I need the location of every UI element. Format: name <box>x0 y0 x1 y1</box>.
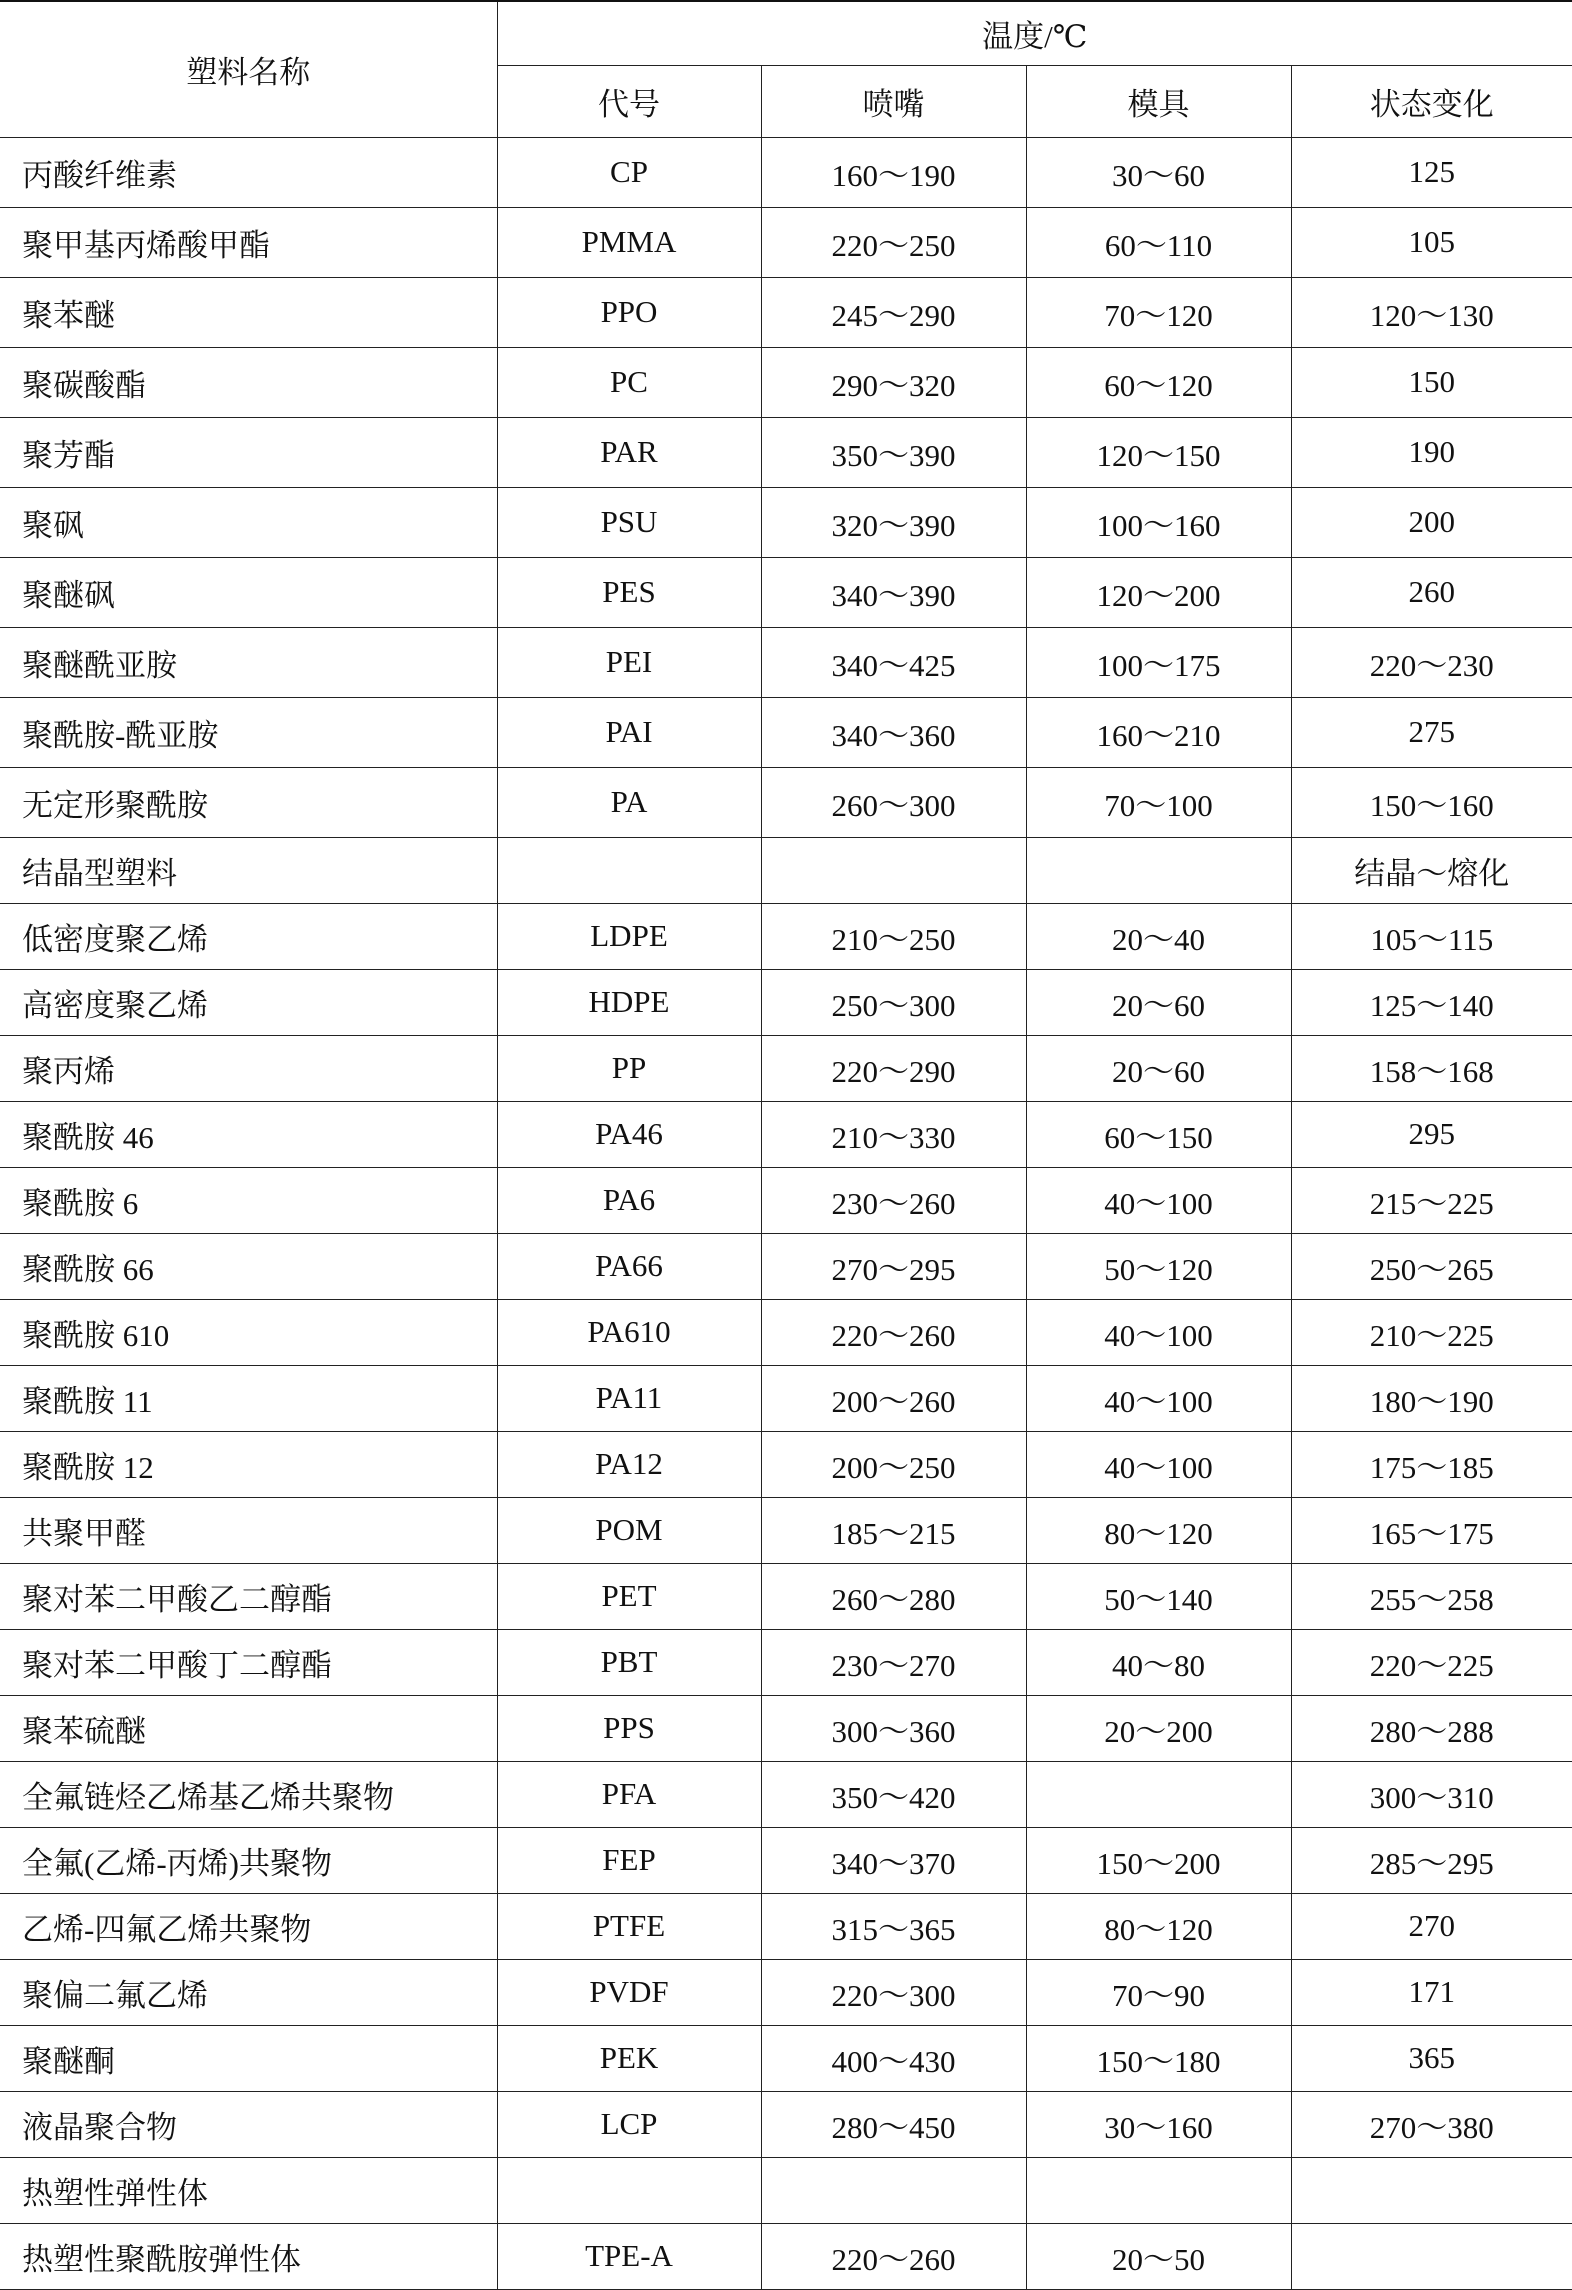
cell-mold-temp: 100～160 <box>1026 487 1291 557</box>
cell-code: PAR <box>497 417 761 487</box>
cell-code: PTFE <box>497 1893 761 1959</box>
cell-name: 聚酰胺 11 <box>0 1365 497 1431</box>
table-row <box>0 557 1572 627</box>
header-code: 代号 <box>497 65 761 137</box>
cell-code: FEP <box>497 1827 761 1893</box>
table-body <box>0 137 1572 2289</box>
table-row <box>0 1299 1572 1365</box>
cell-mold-temp: 80～120 <box>1026 1893 1291 1959</box>
cell-mold-temp: 30～160 <box>1026 2091 1291 2157</box>
cell-name: 聚对苯二甲酸丁二醇酯 <box>0 1629 497 1695</box>
cell-state-change: 365 <box>1291 2025 1572 2091</box>
cell-code: PFA <box>497 1761 761 1827</box>
cell-name: 聚酰胺 6 <box>0 1167 497 1233</box>
cell-name: 聚对苯二甲酸乙二醇酯 <box>0 1563 497 1629</box>
cell-state-change: 150～160 <box>1291 767 1572 837</box>
cell-state-change: 190 <box>1291 417 1572 487</box>
cell-mold-temp: 60～120 <box>1026 347 1291 417</box>
cell-state-change: 165～175 <box>1291 1497 1572 1563</box>
cell-name: 聚酰胺 610 <box>0 1299 497 1365</box>
table-row <box>0 207 1572 277</box>
cell-state-change: 250～265 <box>1291 1233 1572 1299</box>
table-row <box>0 1035 1572 1101</box>
table-row <box>0 903 1572 969</box>
cell-nozzle-temp: 300～360 <box>761 1695 1026 1761</box>
cell-code: PET <box>497 1563 761 1629</box>
cell-name: 低密度聚乙烯 <box>0 903 497 969</box>
cell-nozzle-temp: 280～450 <box>761 2091 1026 2157</box>
cell-nozzle-temp: 350～420 <box>761 1761 1026 1827</box>
table-row <box>0 347 1572 417</box>
cell-code <box>497 2157 761 2223</box>
cell-name: 聚苯醚 <box>0 277 497 347</box>
cell-name: 聚酰胺 66 <box>0 1233 497 1299</box>
cell-nozzle-temp: 160～190 <box>761 137 1026 207</box>
cell-state-change: 158～168 <box>1291 1035 1572 1101</box>
table-row <box>0 487 1572 557</box>
cell-code: HDPE <box>497 969 761 1035</box>
table-header <box>0 1 1572 137</box>
cell-mold-temp: 120～200 <box>1026 557 1291 627</box>
cell-mold-temp: 20～60 <box>1026 969 1291 1035</box>
table-row <box>0 1167 1572 1233</box>
cell-state-change: 275 <box>1291 697 1572 767</box>
cell-state-change: 105～115 <box>1291 903 1572 969</box>
cell-code: PC <box>497 347 761 417</box>
table-row <box>0 1761 1572 1827</box>
cell-name: 聚丙烯 <box>0 1035 497 1101</box>
table-row <box>0 2157 1572 2223</box>
cell-state-change: 260 <box>1291 557 1572 627</box>
cell-state-change: 295 <box>1291 1101 1572 1167</box>
cell-name: 聚甲基丙烯酸甲酯 <box>0 207 497 277</box>
cell-nozzle-temp: 210～330 <box>761 1101 1026 1167</box>
cell-mold-temp: 50～140 <box>1026 1563 1291 1629</box>
header-plastic-name: 塑料名称 <box>0 1 497 137</box>
cell-nozzle-temp: 290～320 <box>761 347 1026 417</box>
cell-state-change: 结晶～熔化 <box>1291 837 1572 903</box>
cell-nozzle-temp: 220～260 <box>761 1299 1026 1365</box>
cell-name: 聚醚砜 <box>0 557 497 627</box>
cell-name: 乙烯-四氟乙烯共聚物 <box>0 1893 497 1959</box>
cell-state-change <box>1291 2157 1572 2223</box>
cell-nozzle-temp: 250～300 <box>761 969 1026 1035</box>
cell-name: 聚酰胺 46 <box>0 1101 497 1167</box>
cell-code: PA <box>497 767 761 837</box>
cell-mold-temp: 30～60 <box>1026 137 1291 207</box>
cell-state-change: 210～225 <box>1291 1299 1572 1365</box>
cell-nozzle-temp: 210～250 <box>761 903 1026 969</box>
header-mold: 模具 <box>1026 65 1291 137</box>
cell-state-change: 215～225 <box>1291 1167 1572 1233</box>
cell-mold-temp: 160～210 <box>1026 697 1291 767</box>
cell-nozzle-temp: 230～260 <box>761 1167 1026 1233</box>
cell-code: PP <box>497 1035 761 1101</box>
cell-code: LDPE <box>497 903 761 969</box>
cell-code: POM <box>497 1497 761 1563</box>
cell-nozzle-temp: 340～390 <box>761 557 1026 627</box>
cell-nozzle-temp: 220～260 <box>761 2223 1026 2289</box>
cell-state-change: 125～140 <box>1291 969 1572 1035</box>
cell-name: 聚酰胺-酰亚胺 <box>0 697 497 767</box>
cell-name: 聚苯硫醚 <box>0 1695 497 1761</box>
cell-mold-temp: 70～90 <box>1026 1959 1291 2025</box>
cell-nozzle-temp: 245～290 <box>761 277 1026 347</box>
cell-mold-temp: 20～50 <box>1026 2223 1291 2289</box>
cell-code: PES <box>497 557 761 627</box>
table-row <box>0 627 1572 697</box>
cell-name: 聚偏二氟乙烯 <box>0 1959 497 2025</box>
cell-nozzle-temp: 340～360 <box>761 697 1026 767</box>
cell-state-change: 285～295 <box>1291 1827 1572 1893</box>
cell-mold-temp: 60～110 <box>1026 207 1291 277</box>
cell-state-change: 171 <box>1291 1959 1572 2025</box>
cell-name: 聚碳酸酯 <box>0 347 497 417</box>
cell-code: PA6 <box>497 1167 761 1233</box>
cell-code: PSU <box>497 487 761 557</box>
cell-mold-temp: 40～100 <box>1026 1299 1291 1365</box>
cell-name: 共聚甲醛 <box>0 1497 497 1563</box>
cell-name: 热塑性弹性体 <box>0 2157 497 2223</box>
cell-state-change: 255～258 <box>1291 1563 1572 1629</box>
cell-name: 高密度聚乙烯 <box>0 969 497 1035</box>
cell-name: 聚芳酯 <box>0 417 497 487</box>
table-row <box>0 767 1572 837</box>
table-row <box>0 1629 1572 1695</box>
cell-nozzle-temp: 230～270 <box>761 1629 1026 1695</box>
cell-mold-temp: 40～100 <box>1026 1431 1291 1497</box>
cell-state-change: 125 <box>1291 137 1572 207</box>
header-state-change: 状态变化 <box>1291 65 1572 137</box>
cell-mold-temp: 20～200 <box>1026 1695 1291 1761</box>
cell-nozzle-temp: 350～390 <box>761 417 1026 487</box>
cell-nozzle-temp: 220～290 <box>761 1035 1026 1101</box>
cell-state-change: 175～185 <box>1291 1431 1572 1497</box>
cell-code: LCP <box>497 2091 761 2157</box>
cell-name: 聚砜 <box>0 487 497 557</box>
cell-code: PA610 <box>497 1299 761 1365</box>
cell-code: PA66 <box>497 1233 761 1299</box>
cell-state-change: 220～230 <box>1291 627 1572 697</box>
table-row <box>0 1497 1572 1563</box>
cell-nozzle-temp: 220～250 <box>761 207 1026 277</box>
cell-name: 热塑性聚酰胺弹性体 <box>0 2223 497 2289</box>
cell-state-change: 300～310 <box>1291 1761 1572 1827</box>
table-row <box>0 1101 1572 1167</box>
cell-name: 液晶聚合物 <box>0 2091 497 2157</box>
cell-code <box>497 837 761 903</box>
cell-nozzle-temp: 270～295 <box>761 1233 1026 1299</box>
table-row <box>0 2091 1572 2157</box>
cell-nozzle-temp: 400～430 <box>761 2025 1026 2091</box>
cell-code: PVDF <box>497 1959 761 2025</box>
cell-mold-temp: 150～200 <box>1026 1827 1291 1893</box>
cell-mold-temp <box>1026 837 1291 903</box>
cell-mold-temp: 70～100 <box>1026 767 1291 837</box>
cell-state-change: 150 <box>1291 347 1572 417</box>
cell-name: 聚醚酰亚胺 <box>0 627 497 697</box>
cell-mold-temp <box>1026 2157 1291 2223</box>
cell-state-change: 105 <box>1291 207 1572 277</box>
cell-mold-temp: 120～150 <box>1026 417 1291 487</box>
cell-nozzle-temp: 260～300 <box>761 767 1026 837</box>
cell-name: 全氟链烃乙烯基乙烯共聚物 <box>0 1761 497 1827</box>
cell-state-change: 220～225 <box>1291 1629 1572 1695</box>
cell-nozzle-temp: 340～370 <box>761 1827 1026 1893</box>
table-row <box>0 969 1572 1035</box>
cell-nozzle-temp: 260～280 <box>761 1563 1026 1629</box>
cell-code: TPE-A <box>497 2223 761 2289</box>
cell-nozzle-temp: 340～425 <box>761 627 1026 697</box>
cell-state-change <box>1291 2223 1572 2289</box>
table-row <box>0 1365 1572 1431</box>
cell-nozzle-temp: 200～250 <box>761 1431 1026 1497</box>
cell-name: 全氟(乙烯-丙烯)共聚物 <box>0 1827 497 1893</box>
cell-state-change: 120～130 <box>1291 277 1572 347</box>
cell-mold-temp: 80～120 <box>1026 1497 1291 1563</box>
cell-name: 丙酸纤维素 <box>0 137 497 207</box>
cell-code: CP <box>497 137 761 207</box>
cell-mold-temp: 40～100 <box>1026 1167 1291 1233</box>
cell-state-change: 270 <box>1291 1893 1572 1959</box>
table-row <box>0 837 1572 903</box>
table-row <box>0 1563 1572 1629</box>
header-temperature: 温度/℃ <box>497 1 1572 65</box>
table-row <box>0 2223 1572 2289</box>
cell-name: 结晶型塑料 <box>0 837 497 903</box>
table-row <box>0 1827 1572 1893</box>
cell-nozzle-temp <box>761 837 1026 903</box>
cell-nozzle-temp <box>761 2157 1026 2223</box>
header-nozzle: 喷嘴 <box>761 65 1026 137</box>
cell-nozzle-temp: 320～390 <box>761 487 1026 557</box>
cell-state-change: 180～190 <box>1291 1365 1572 1431</box>
table-row <box>0 1959 1572 2025</box>
cell-state-change: 280～288 <box>1291 1695 1572 1761</box>
cell-nozzle-temp: 200～260 <box>761 1365 1026 1431</box>
cell-code: PBT <box>497 1629 761 1695</box>
cell-name: 聚醚酮 <box>0 2025 497 2091</box>
table-row <box>0 137 1572 207</box>
cell-nozzle-temp: 185～215 <box>761 1497 1026 1563</box>
cell-code: PMMA <box>497 207 761 277</box>
cell-name: 无定形聚酰胺 <box>0 767 497 837</box>
table-row <box>0 697 1572 767</box>
cell-mold-temp: 40～100 <box>1026 1365 1291 1431</box>
cell-code: PAI <box>497 697 761 767</box>
cell-mold-temp: 40～80 <box>1026 1629 1291 1695</box>
cell-name: 聚酰胺 12 <box>0 1431 497 1497</box>
cell-code: PA12 <box>497 1431 761 1497</box>
table-row <box>0 1695 1572 1761</box>
cell-mold-temp: 20～40 <box>1026 903 1291 969</box>
table-row <box>0 1893 1572 1959</box>
table-row <box>0 2025 1572 2091</box>
cell-mold-temp: 100～175 <box>1026 627 1291 697</box>
table-row <box>0 1233 1572 1299</box>
cell-state-change: 270～380 <box>1291 2091 1572 2157</box>
cell-mold-temp: 150～180 <box>1026 2025 1291 2091</box>
cell-mold-temp: 70～120 <box>1026 277 1291 347</box>
cell-nozzle-temp: 220～300 <box>761 1959 1026 2025</box>
cell-mold-temp: 60～150 <box>1026 1101 1291 1167</box>
cell-code: PA46 <box>497 1101 761 1167</box>
table-row <box>0 1431 1572 1497</box>
cell-code: PEI <box>497 627 761 697</box>
cell-mold-temp <box>1026 1761 1291 1827</box>
cell-mold-temp: 20～60 <box>1026 1035 1291 1101</box>
cell-code: PA11 <box>497 1365 761 1431</box>
cell-code: PPS <box>497 1695 761 1761</box>
cell-code: PPO <box>497 277 761 347</box>
cell-nozzle-temp: 315～365 <box>761 1893 1026 1959</box>
cell-state-change: 200 <box>1291 487 1572 557</box>
cell-code: PEK <box>497 2025 761 2091</box>
table-row <box>0 417 1572 487</box>
table-row <box>0 277 1572 347</box>
cell-mold-temp: 50～120 <box>1026 1233 1291 1299</box>
